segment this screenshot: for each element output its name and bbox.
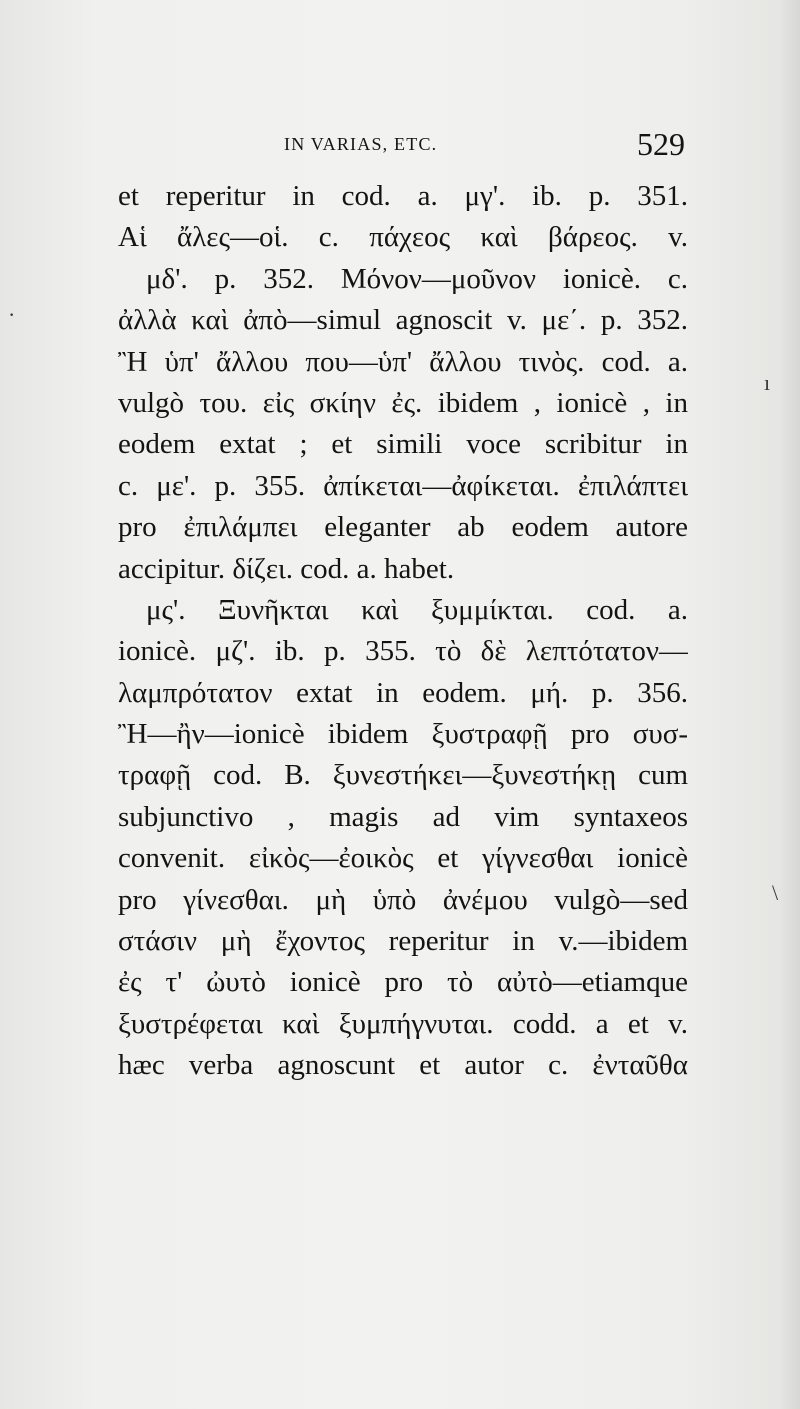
page-edge-shadow (778, 0, 800, 1409)
text-line: accipitur. δίζει. cod. a. habet. (118, 552, 455, 585)
running-title: IN VARIAS, ETC. (284, 134, 438, 154)
text-line: convenit. εἰκὸς—ἐοικὸς et γίγνεσθαι ionicè (118, 842, 688, 875)
text-line: τραφῇ cod. B. ξυνεστήκει—ξυνεστήκῃ cum (118, 759, 688, 792)
text-line: μδ'. p. 352. Μόνον—μοῦνον ionicè. c. (146, 262, 688, 295)
running-head (120, 118, 685, 168)
text-line: et reperitur in cod. a. μγ'. ib. p. 351. (118, 180, 688, 212)
text-line: ionicè. μζ'. ib. p. 355. τὸ δὲ λεπτότατον— (118, 635, 688, 668)
text-line: λαμπρότατον extat in eodem. μή. p. 356. (118, 676, 688, 709)
text-line: Ἢ—ἢν—ionicè ibidem ξυστραφῇ pro συσ- (118, 718, 688, 751)
text-line: ξυστρέφεται καὶ ξυμπήγνυται. codd. a et v. (118, 1007, 688, 1040)
text-line: pro γίνεσθαι. μὴ ὑπὸ ἀνέμου vulgò—sed (118, 883, 688, 916)
margin-tick: ı (764, 370, 771, 395)
text-line: eodem extat ; et simili voce scribitur in (118, 428, 688, 461)
text-line: hæc verba agnoscunt et autor c. ἐνταῦθα (118, 1049, 688, 1082)
text-line: pro ἐπιλάμπει eleganter ab eodem autore (118, 511, 688, 544)
page-number: 529 (637, 126, 685, 162)
text-line: subjunctivo , magis ad vim syntaxeos (118, 800, 688, 833)
text-line: μς'. Ξυνῆκται καὶ ξυμμίκται. cod. a. (146, 593, 688, 626)
text-line: ἀλλὰ καὶ ἀπὸ—simul agnoscit v. με΄. p. 352. (118, 304, 688, 337)
text-line: Ἢ ὑπ' ἄλλου που—ὑπ' ἄλλου τινὸς. cod. a. (118, 345, 688, 378)
text-line: vulgò του. εἰς σκίην ἐς. ibidem , ionicè , in (118, 386, 688, 419)
text-line: ἐς τ' ὠυτὸ ionicè pro τὸ αὐτὸ—etiamque (118, 966, 688, 999)
margin-speck: · (8, 302, 16, 327)
margin-tick: \ (772, 880, 779, 905)
text-line: στάσιν μὴ ἔχοντος reperitur in v.—ibidem (118, 925, 688, 958)
text-line: c. με'. p. 355. ἀπίκεται—ἀφίκεται. ἐπιλάπτει (118, 469, 688, 502)
body-text (118, 176, 688, 1087)
text-line: Αἱ ἄλες—οἱ. c. πάχεος καὶ βάρεος. v. (118, 221, 688, 254)
